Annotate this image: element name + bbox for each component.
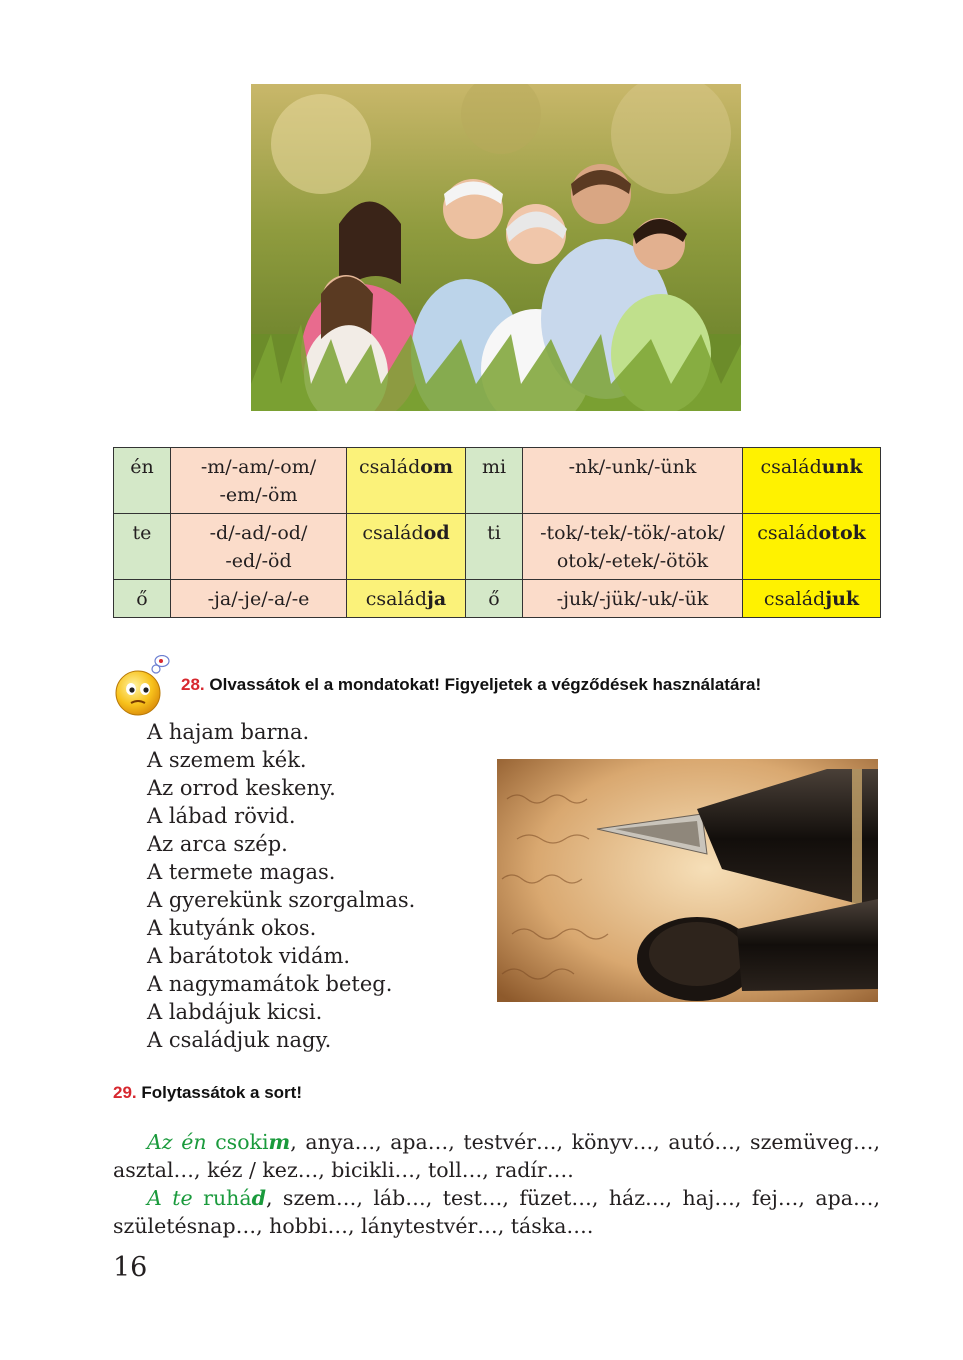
list-item: A barátotok vidám. (147, 944, 351, 968)
page-number: 16 (113, 1252, 148, 1283)
pronoun-cell: te (114, 514, 171, 580)
suffix-cell: -m/-am/-om/ -em/-öm (171, 448, 347, 514)
example-cell: családja (347, 580, 466, 618)
list-item: A szemem kék. (147, 748, 307, 772)
suffix-cell: -nk/-unk/-ünk (523, 448, 743, 514)
pronoun-cell: ő (466, 580, 523, 618)
list-item: A gyerekünk szorgalmas. (147, 888, 416, 912)
pronoun-cell: én (114, 448, 171, 514)
list-item: A lábad rövid. (147, 804, 296, 828)
list-item: Az orrod keskeny. (147, 776, 336, 800)
list-item: A termete magas. (147, 860, 336, 884)
fountain-pen-photo (497, 759, 878, 1002)
suffix-cell: -ja/-je/-a/-e (171, 580, 347, 618)
exercise-paragraph: A te ruhád, szem…, láb…, test…, füzet…, ház…, haj…, fej…, apa…, születésnap…, hobbi…, lánytestvér…, táska…. (113, 1186, 880, 1238)
list-item: A hajam barna. (147, 720, 310, 744)
table-row (114, 580, 881, 618)
list-item: A kutyánk okos. (147, 916, 317, 940)
example-cell: családotok (743, 514, 881, 580)
task-28-instruction: 28. Olvassátok el a mondatokat! Figyeljetek a végződések használatára! (181, 675, 762, 694)
table-row (114, 448, 881, 514)
example-cell: családom (347, 448, 466, 514)
sentence-list (147, 718, 415, 1054)
suffix-cell: -d/-ad/-od/ -ed/-öd (171, 514, 347, 580)
list-item: A nagymamátok beteg. (147, 972, 393, 996)
thinking-smiley-icon (112, 655, 174, 717)
list-item: Az arca szép. (147, 832, 288, 856)
pronoun-cell: ti (466, 514, 523, 580)
pronoun-cell: mi (466, 448, 523, 514)
example-cell: családod (347, 514, 466, 580)
example-cell: családunk (743, 448, 881, 514)
task-29-instruction: 29. Folytassátok a sort! (113, 1083, 302, 1102)
family-photo (251, 84, 741, 411)
list-item: A labdájuk kicsi. (147, 1000, 323, 1024)
pronoun-cell: ő (114, 580, 171, 618)
exercise-paragraph: Az én csokim, anya…, apa…, testvér…, könyv…, autó…, szemüveg…, asztal…, kéz / kez…, bicikli…, toll…, radír…. (113, 1130, 880, 1182)
example-cell: családjuk (743, 580, 881, 618)
list-item: A családjuk nagy. (147, 1028, 332, 1052)
possessive-suffix-table (113, 447, 881, 618)
suffix-cell: -tok/-tek/-tök/-atok/ otok/-etek/-ötök (523, 514, 743, 580)
table-row (114, 514, 881, 580)
suffix-cell: -juk/-jük/-uk/-ük (523, 580, 743, 618)
